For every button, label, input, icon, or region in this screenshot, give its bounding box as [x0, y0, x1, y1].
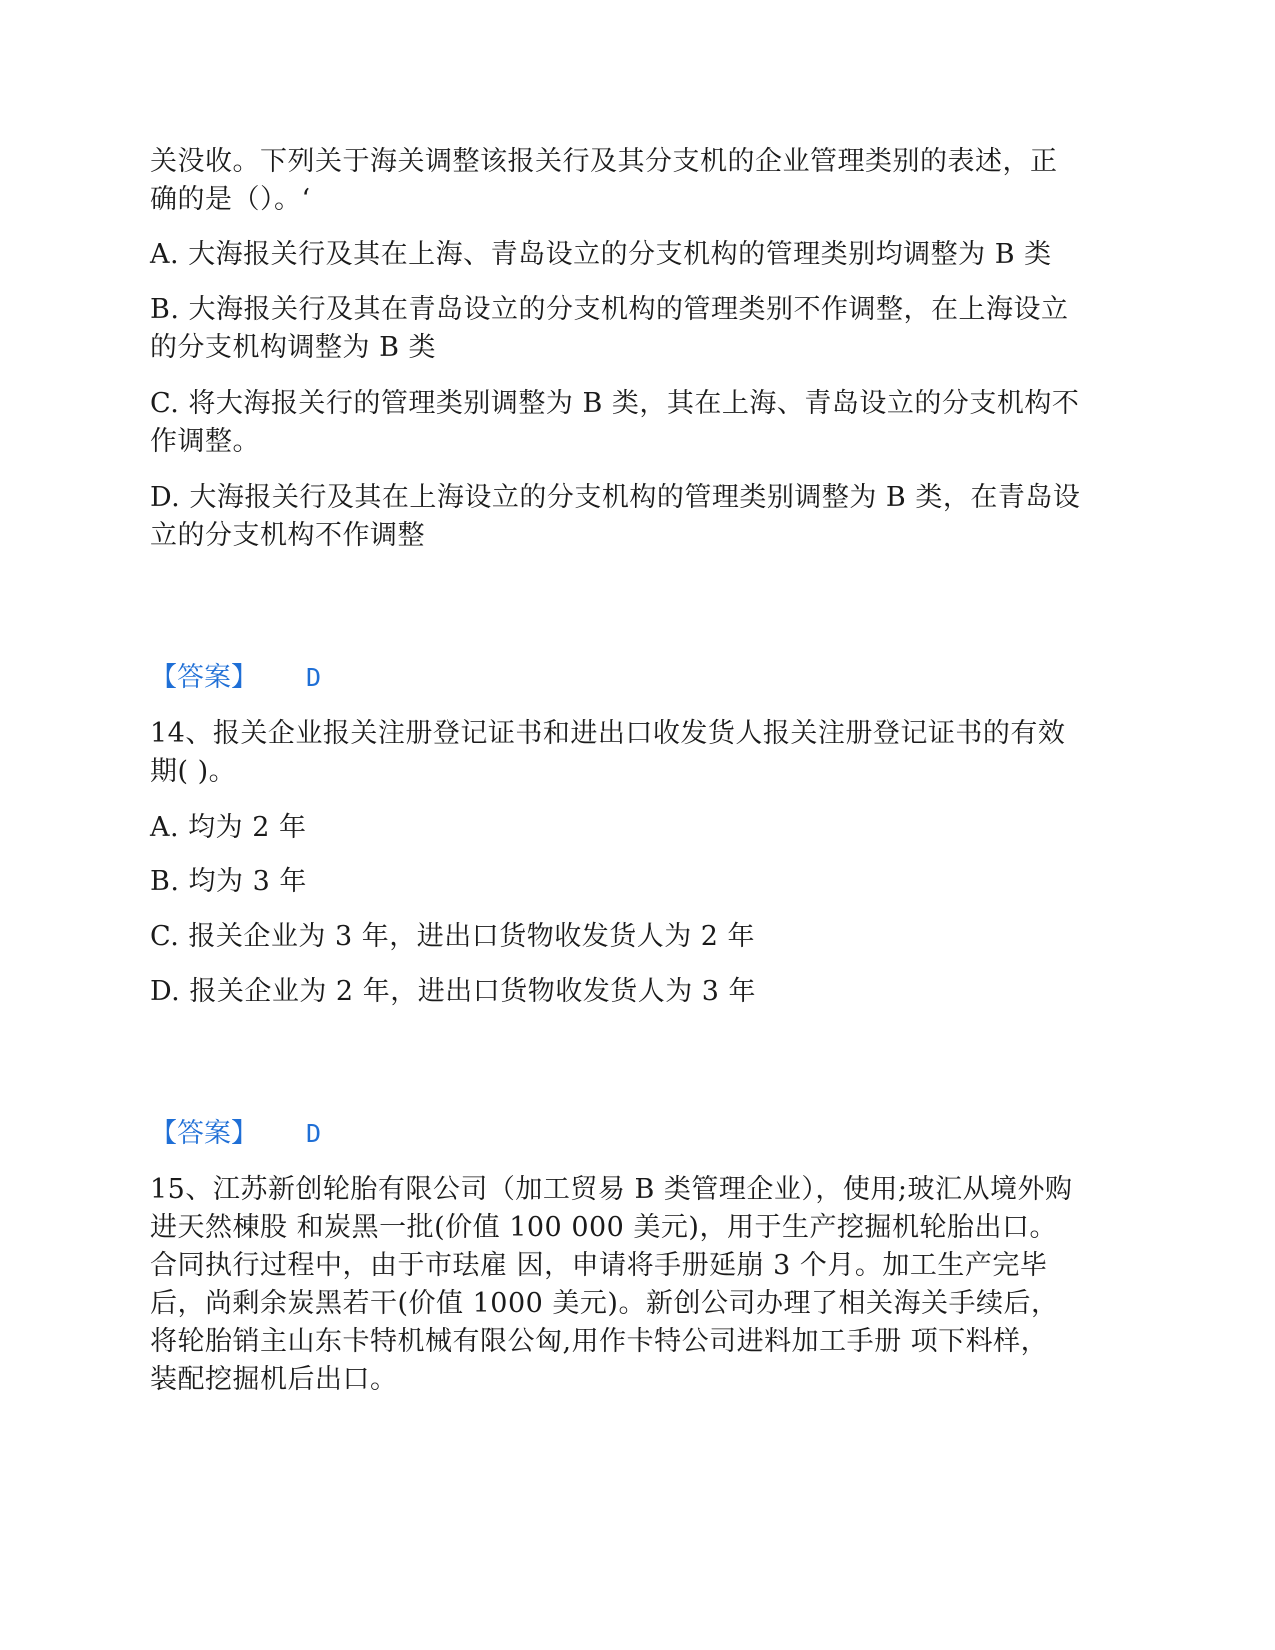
q14-option-b: B. 均为 3 年: [150, 866, 307, 897]
q13-option-c-line-2: 作调整。: [150, 426, 260, 457]
q15-stem-line-4: 后，尚剩余炭黑若干(价值 1000 美元)。新创公司办理了相关海关手续后，: [150, 1288, 1059, 1319]
q15-stem-line-3: 合同执行过程中，由于市珐雇 因，申请将手册延崩 3 个月。加工生产完毕: [150, 1250, 1048, 1281]
q13-option-d-line-1: D. 大海报关行及其在上海设立的分支机构的管理类别调整为 B 类，在青岛设: [150, 482, 1081, 513]
q13-option-a: A. 大海报关行及其在上海、青岛设立的分支机构的管理类别均调整为 B 类: [150, 239, 1052, 270]
q14-answer: [150, 1114, 321, 1154]
q13-answer-label: 【答案】: [150, 662, 258, 693]
q14-answer-label: 【答案】: [150, 1118, 258, 1149]
q13-stem-line-1: 关没收。下列关于海关调整该报关行及其分支机的企业管理类别的表述，正: [150, 146, 1058, 177]
q14-option-d: D. 报关企业为 2 年，进出口货物收发货人为 3 年: [150, 976, 757, 1007]
q15-stem-line-6: 装配挖掘机后出口。: [150, 1364, 398, 1395]
q13-answer-value: D: [306, 663, 322, 692]
q13-option-b-line-2: 的分支机构调整为 B 类: [150, 332, 437, 363]
q13-option-b-line-1: B. 大海报关行及其在青岛设立的分支机构的管理类别不作调整，在上海设立: [150, 294, 1069, 325]
q15-stem-line-2: 进天然棟股 和炭黑一批(价值 100 000 美元)，用于生产挖掘机轮胎出口。: [150, 1212, 1057, 1243]
q15-stem-line-5: 将轮胎销主山东卡特机械有限公匈,用作卡特公司进料加工手册 项下料样，: [150, 1326, 1049, 1357]
q14-stem-line-2: 期( )。: [150, 756, 237, 787]
q14-option-a: A. 均为 2 年: [150, 812, 307, 843]
q13-option-c-line-1: C. 将大海报关行的管理类别调整为 B 类，其在上海、青岛设立的分支机构不: [150, 388, 1080, 419]
q14-stem-line-1: 14、报关企业报关注册登记证书和进出口收发货人报关注册登记证书的有效: [150, 718, 1066, 749]
q14-option-c: C. 报关企业为 3 年，进出口货物收发货人为 2 年: [150, 921, 756, 952]
q14-answer-value: D: [306, 1119, 322, 1148]
q13-stem-line-2: 确的是（）。‘: [150, 184, 311, 215]
q15-stem-line-1: 15、江苏新创轮胎有限公司（加工贸易 B 类管理企业），使用;玻汇从境外购: [150, 1174, 1073, 1205]
q13-option-d-line-2: 立的分支机构不作调整: [150, 520, 425, 551]
q13-answer: [150, 658, 321, 698]
